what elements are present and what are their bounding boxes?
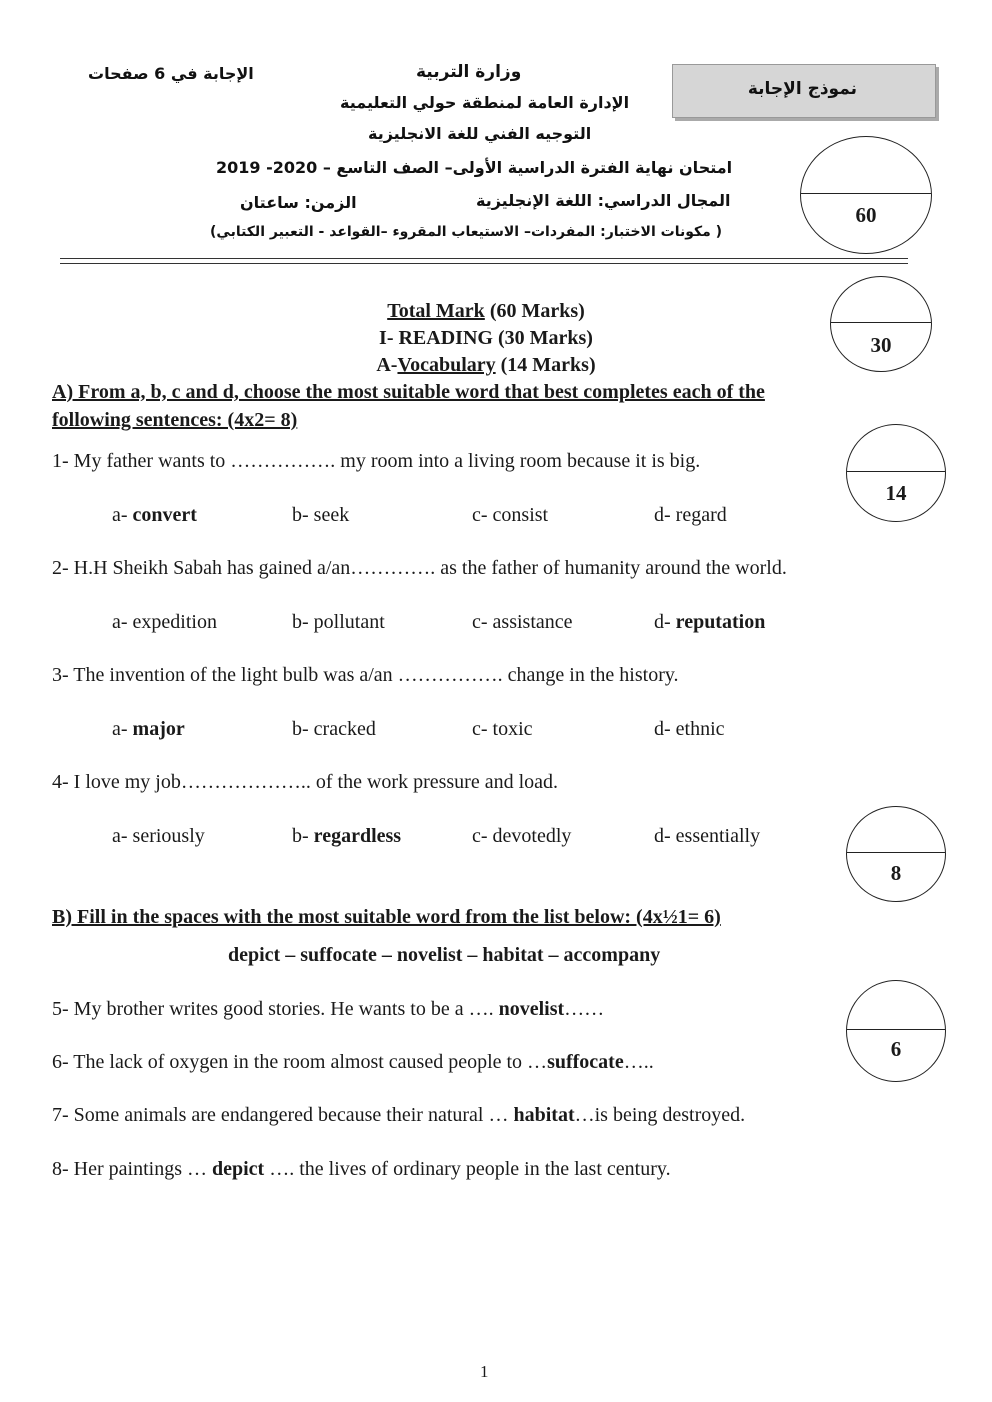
sentence-answer: depict xyxy=(211,1158,265,1180)
sentence-8 xyxy=(52,1158,671,1181)
option-prefix: b- xyxy=(292,611,314,633)
option-word: ethnic xyxy=(675,718,725,740)
sentence-5 xyxy=(52,998,604,1021)
vocab-prefix: A- xyxy=(376,354,398,376)
supervision-name: التوجيه الفني للغة الانجليزية xyxy=(368,124,592,143)
circle-divider xyxy=(847,471,945,472)
option-1b xyxy=(292,504,349,527)
vocab-label: Vocabulary xyxy=(397,354,496,376)
sentence-text: 5- My brother writes good stories. He wants to be a …. xyxy=(52,998,499,1020)
sentence-answer: novelist xyxy=(498,998,565,1020)
option-3a xyxy=(112,718,185,741)
section-a-part-score-circle xyxy=(846,806,946,902)
question-4: 4- I love my job……………….. of the work pressure and load. xyxy=(52,771,559,793)
option-prefix: a- xyxy=(112,504,133,526)
section-b-instruction: B) Fill in the spaces with the most suitable word from the list below: (4x½1= 6) xyxy=(52,906,721,928)
exam-title-text: امتحان نهاية الفترة الدراسية الأولى– الصف التاسع – xyxy=(322,158,733,177)
option-word: pollutant xyxy=(313,611,385,633)
option-prefix: a- xyxy=(112,611,133,633)
option-2a xyxy=(112,611,217,634)
pages-note: الإجابة في 6 صفحات xyxy=(88,64,254,83)
exam-year: 2019 -2020 xyxy=(216,158,318,177)
option-word: assistance xyxy=(492,611,573,633)
section-b-score-value: 6 xyxy=(890,1037,902,1061)
option-1d xyxy=(654,504,727,527)
option-word: reputation xyxy=(675,611,766,633)
option-word: seek xyxy=(313,504,350,526)
page-number: 1 xyxy=(480,1362,489,1381)
sentence-text-after: ….. xyxy=(623,1051,654,1073)
answer-model-label: نموذج الإجابة xyxy=(747,79,857,99)
option-1c xyxy=(472,504,548,527)
section-a-part-score-value: 8 xyxy=(890,861,902,885)
option-prefix: b- xyxy=(292,718,314,740)
option-word: convert xyxy=(132,504,197,526)
option-4b xyxy=(292,825,401,848)
option-4a xyxy=(112,825,205,848)
option-word: expedition xyxy=(132,611,217,633)
reading-title: I- READING (30 Marks) xyxy=(379,327,593,349)
section-a-instruction-line1: A) From a, b, c and d, choose the most suitable word that best completes each of the xyxy=(52,381,765,403)
vocab-marks: (14 Marks) xyxy=(495,354,596,376)
option-word: major xyxy=(132,718,185,740)
reading-score-circle xyxy=(830,276,932,372)
total-mark-label: Total Mark xyxy=(387,300,485,322)
option-prefix: d- xyxy=(654,504,676,526)
circle-divider xyxy=(831,322,931,323)
option-3c xyxy=(472,718,533,741)
sentence-text-after: …is being destroyed. xyxy=(574,1104,746,1126)
option-prefix: b- xyxy=(292,825,314,847)
option-2c xyxy=(472,611,573,634)
question-3: 3- The invention of the light bulb was a/an ……………. change in the history. xyxy=(52,664,679,686)
sentence-text: 8- Her paintings … xyxy=(52,1158,212,1180)
option-4d xyxy=(654,825,760,848)
question-2: 2- H.H Sheikh Sabah has gained a/an…………. as the father of humanity around the world. xyxy=(52,557,787,579)
option-prefix: a- xyxy=(112,718,133,740)
time-line: الزمن: ساعتان xyxy=(240,193,357,212)
option-prefix: c- xyxy=(472,504,493,526)
option-word: toxic xyxy=(492,718,533,740)
section-a-instruction-line2: following sentences: (4x2= 8) xyxy=(52,409,298,431)
option-prefix: c- xyxy=(472,611,493,633)
circle-divider xyxy=(801,193,931,194)
vocabulary-title xyxy=(300,354,672,377)
sentence-text: 6- The lack of oxygen in the room almost caused people to … xyxy=(52,1051,548,1073)
ministry-name: وزارة التربية xyxy=(416,62,522,82)
sentence-text-after: …… xyxy=(564,998,605,1020)
question-1: 1- My father wants to ……………. my room into a living room because it is big. xyxy=(52,450,701,472)
option-word: regard xyxy=(675,504,727,526)
option-prefix: c- xyxy=(472,718,493,740)
sentence-7 xyxy=(52,1104,745,1127)
circle-divider xyxy=(847,1029,945,1030)
option-word: seriously xyxy=(132,825,205,847)
exam-components: ( مكونات الاختبار: المفردات– الاستيعاب المقروء –القواعد - التعبير الكتابي) xyxy=(210,224,723,240)
option-word: cracked xyxy=(313,718,376,740)
option-prefix: d- xyxy=(654,611,676,633)
option-3d xyxy=(654,718,725,741)
option-word: consist xyxy=(492,504,549,526)
sentence-6 xyxy=(52,1051,654,1074)
option-2b xyxy=(292,611,385,634)
option-3b xyxy=(292,718,376,741)
option-prefix: d- xyxy=(654,718,676,740)
reading-score-value: 30 xyxy=(870,333,892,357)
subject-line: المجال الدراسي: اللغة الإنجليزية xyxy=(476,191,731,210)
option-word: devotedly xyxy=(492,825,572,847)
option-prefix: c- xyxy=(472,825,493,847)
option-2d xyxy=(654,611,765,634)
circle-divider xyxy=(847,852,945,853)
option-prefix: b- xyxy=(292,504,314,526)
section-b-score-circle xyxy=(846,980,946,1082)
option-4c xyxy=(472,825,571,848)
header-separator-second xyxy=(60,263,908,264)
option-prefix: d- xyxy=(654,825,676,847)
answer-model-box xyxy=(672,64,936,118)
sentence-text: 7- Some animals are endangered because their natural … xyxy=(52,1104,514,1126)
option-word: essentially xyxy=(675,825,761,847)
word-list: depict – suffocate – novelist – habitat – accompany xyxy=(228,944,661,966)
total-mark-value: (60 Marks) xyxy=(484,300,585,322)
option-word: regardless xyxy=(313,825,402,847)
total-score-circle xyxy=(800,136,932,254)
option-1a xyxy=(112,504,197,527)
sentence-answer: suffocate xyxy=(547,1051,624,1073)
sentence-answer: habitat xyxy=(513,1104,575,1126)
header-separator xyxy=(60,258,908,259)
sentence-text-after: …. the lives of ordinary people in the last century. xyxy=(264,1158,671,1180)
section-a-score-value: 14 xyxy=(885,481,907,505)
directorate-name: الإدارة العامة لمنطقة حولي التعليمية xyxy=(340,93,630,112)
section-a-score-circle xyxy=(846,424,946,522)
total-mark-title xyxy=(300,300,672,323)
total-score-value: 60 xyxy=(855,203,877,227)
option-prefix: a- xyxy=(112,825,133,847)
exam-title xyxy=(216,158,732,177)
